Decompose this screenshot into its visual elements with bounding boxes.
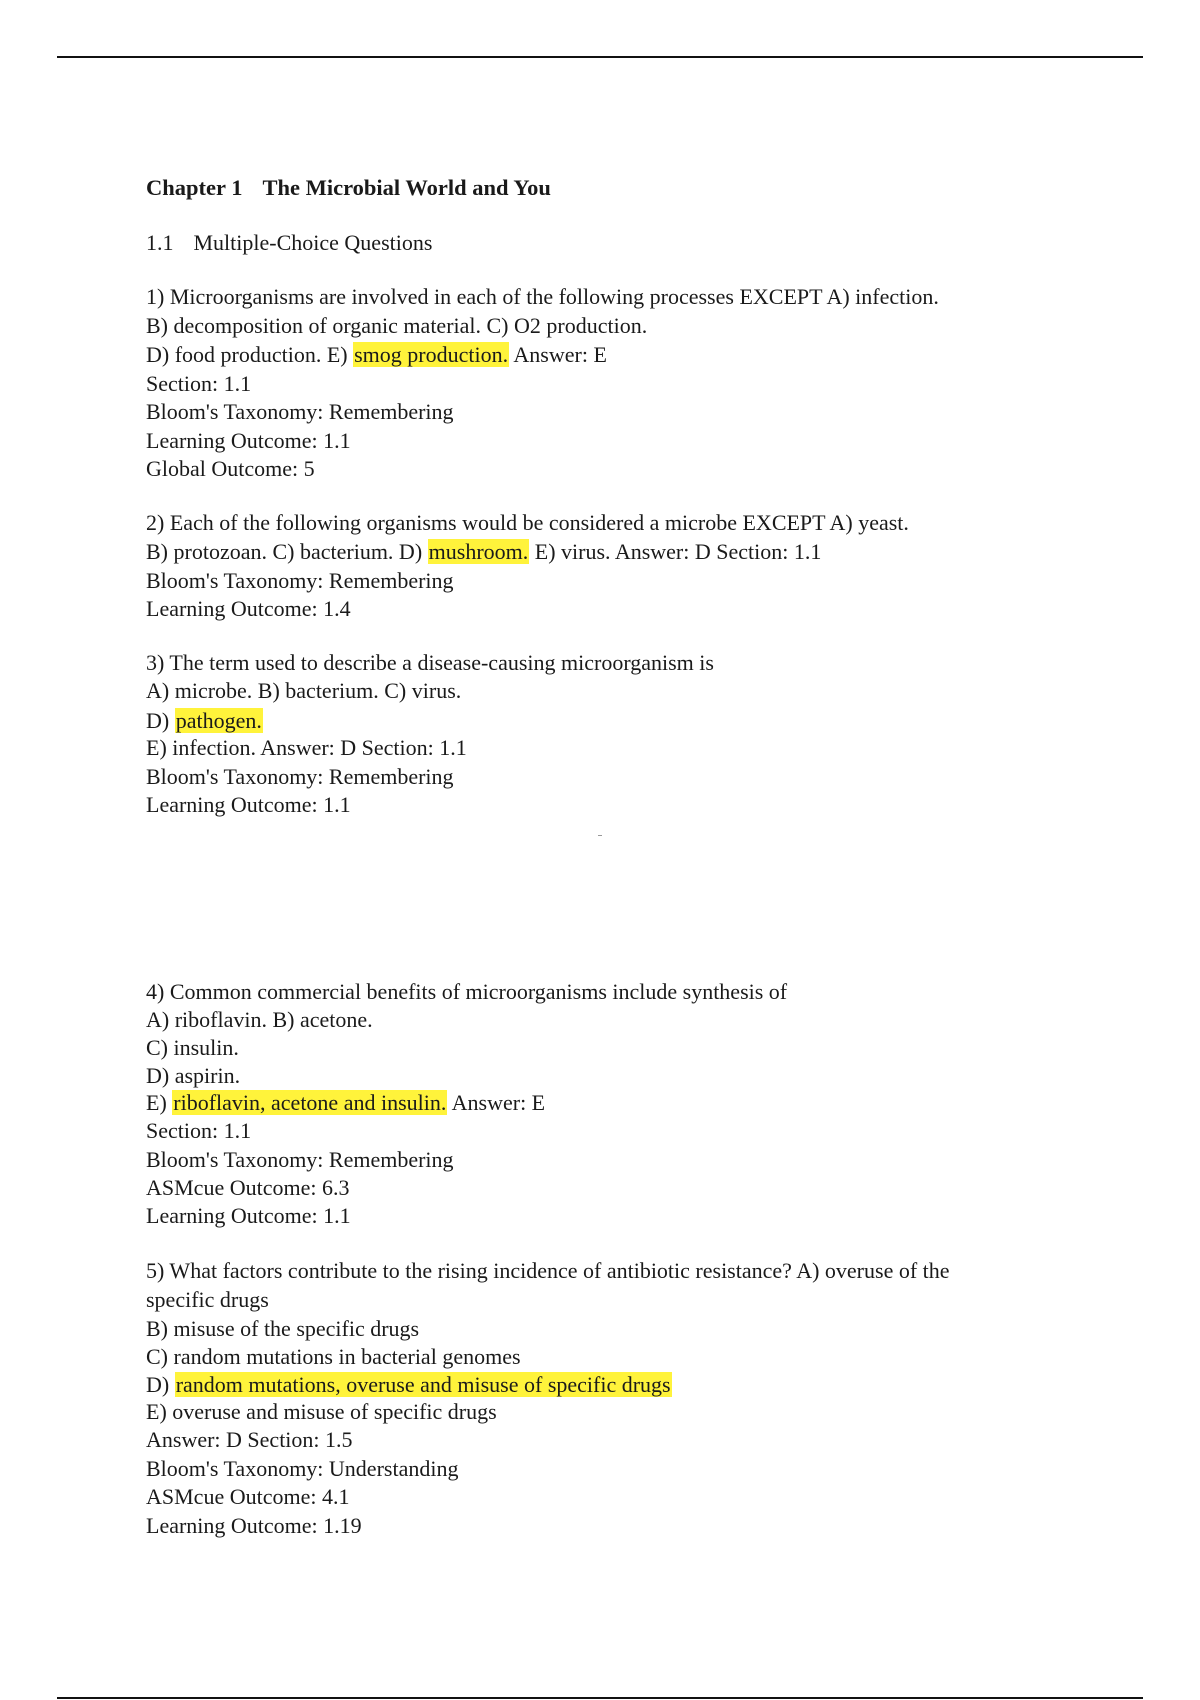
chapter-title [146,174,551,202]
q4-section: Section: 1.1 [146,1118,252,1143]
q5-answer-section: Answer: D Section: 1.5 [146,1427,353,1452]
q2-learning-outcome: Learning Outcome: 1.4 [146,596,351,621]
q2-options [146,538,821,566]
q5-option-d [146,1371,672,1399]
q2-highlighted-answer: mushroom. [428,539,529,564]
q2-stem: 2) Each of the following organisms would be considered a microbe EXCEPT A) yeast. [146,510,909,535]
q3-options-a-c: A) microbe. B) bacterium. C) virus. [146,678,462,703]
section-number: 1.1 [146,230,174,255]
q1-option-d-text: D) food production. E) [146,342,354,367]
chapter-name: The Microbial World and You [262,175,551,200]
q1-answer: Answer: E [509,342,607,367]
q5-option-c: C) random mutations in bacterial genomes [146,1344,521,1369]
q3-option-e-answer: E) infection. Answer: D Section: 1.1 [146,735,467,760]
q3-stem: 3) The term used to describe a disease-causing microorganism is [146,650,714,675]
q4-options-a-b: A) riboflavin. B) acetone. [146,1007,373,1032]
q3-option-d [146,707,263,735]
q5-stem-continued: specific drugs [146,1287,269,1312]
q5-asmcue-outcome: ASMcue Outcome: 4.1 [146,1484,350,1509]
q4-learning-outcome: Learning Outcome: 1.1 [146,1203,351,1228]
q4-stem: 4) Common commercial benefits of microorganisms include synthesis of [146,979,788,1004]
q1-options-b-c: B) decomposition of organic material. C) O2 production. [146,313,648,338]
q4-option-e [146,1089,545,1117]
q3-option-d-label: D) [146,708,175,733]
q4-option-d: D) aspirin. [146,1063,241,1088]
q5-blooms: Bloom's Taxonomy: Understanding [146,1456,459,1481]
q5-stem: 5) What factors contribute to the rising incidence of antibiotic resistance? A) overuse of the [146,1258,950,1283]
q4-option-c: C) insulin. [146,1035,239,1060]
bottom-rule [57,1697,1143,1699]
section-label: Multiple-Choice Questions [193,230,433,255]
q5-highlighted-answer: random mutations, overuse and misuse of specific drugs [175,1372,671,1397]
q4-answer: Answer: E [447,1090,546,1115]
q2-blooms: Bloom's Taxonomy: Remembering [146,568,454,593]
q1-section: Section: 1.1 [146,371,252,396]
q2-answer-section: E) virus. Answer: D Section: 1.1 [529,539,822,564]
q1-blooms: Bloom's Taxonomy: Remembering [146,399,454,424]
q1-stem: 1) Microorganisms are involved in each of the following processes EXCEPT A) infection. [146,284,939,309]
q4-blooms: Bloom's Taxonomy: Remembering [146,1147,454,1172]
q1-global-outcome: Global Outcome: 5 [146,456,315,481]
q4-highlighted-answer: riboflavin, acetone and insulin. [173,1090,447,1115]
q5-option-b: B) misuse of the specific drugs [146,1316,420,1341]
top-rule [57,56,1143,58]
q3-highlighted-answer: pathogen. [175,708,262,733]
q4-asmcue-outcome: ASMcue Outcome: 6.3 [146,1175,350,1200]
q4-option-e-label: E) [146,1090,173,1115]
scan-speck [598,835,602,836]
q5-learning-outcome: Learning Outcome: 1.19 [146,1513,362,1538]
chapter-label: Chapter 1 [146,175,243,200]
q1-highlighted-answer: smog production. [354,342,509,367]
section-heading [146,229,432,257]
q3-blooms: Bloom's Taxonomy: Remembering [146,764,454,789]
q5-option-e: E) overuse and misuse of specific drugs [146,1399,497,1424]
q3-learning-outcome: Learning Outcome: 1.1 [146,792,351,817]
q2-options-text: B) protozoan. C) bacterium. D) [146,539,428,564]
q5-option-d-label: D) [146,1372,175,1397]
q1-learning-outcome: Learning Outcome: 1.1 [146,428,351,453]
q1-options-d-e [146,341,607,369]
